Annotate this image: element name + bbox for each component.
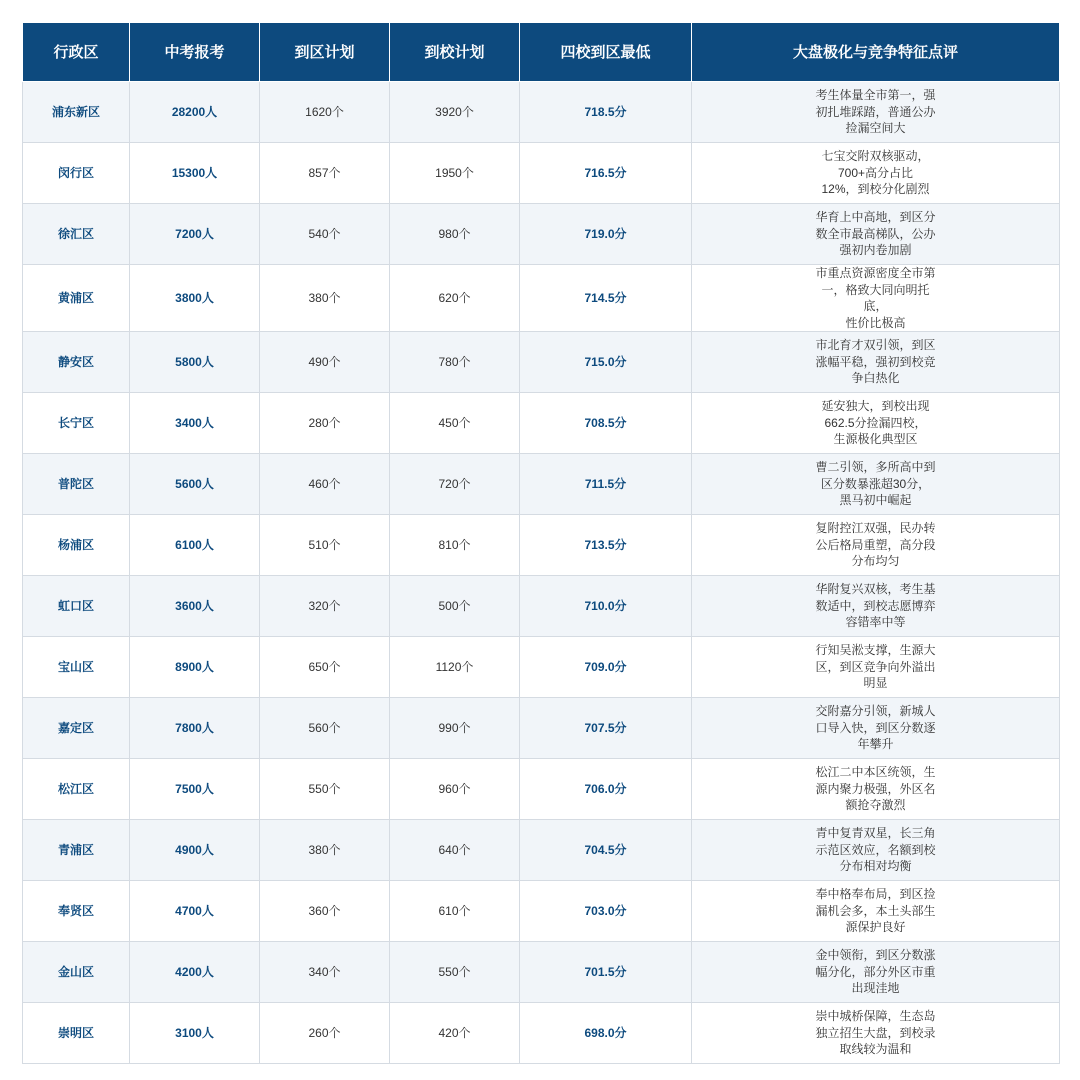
- comment-text: [813, 209, 939, 259]
- header-district: 行政区: [23, 23, 130, 82]
- table-row: [23, 265, 1060, 332]
- min-score-cell: 706.0分: [520, 759, 692, 820]
- comment-line: 取线较为温和: [839, 1042, 912, 1057]
- district-cell: 普陀区: [23, 454, 130, 515]
- comment-line: 华育上中高地，到区分: [815, 210, 936, 225]
- district-cell: 静安区: [23, 332, 130, 393]
- district-plan-cell: 857个: [260, 143, 390, 204]
- min-score-cell: 714.5分: [520, 265, 692, 332]
- header-district-plan: 到区计划: [260, 23, 390, 82]
- school-plan-cell: 1120个: [390, 637, 520, 698]
- comment-text: [813, 459, 939, 509]
- applicants-cell: 7200人: [130, 204, 260, 265]
- comment-line: 涨幅平稳，强初到校竞: [815, 354, 936, 369]
- applicants-cell: 6100人: [130, 515, 260, 576]
- comment-line: 公后格局重塑，高分段: [815, 537, 936, 552]
- comment-line: 662.5分捡漏四校，: [824, 415, 927, 430]
- district-plan-cell: 550个: [260, 759, 390, 820]
- district-cell: 松江区: [23, 759, 130, 820]
- school-plan-cell: 620个: [390, 265, 520, 332]
- comment-line: 强初内卷加剧: [839, 243, 912, 258]
- school-plan-cell: 420个: [390, 1003, 520, 1064]
- table-body: [23, 82, 1060, 1064]
- table-row: [23, 698, 1060, 759]
- header-comment: 大盘极化与竞争特征点评: [692, 23, 1060, 82]
- applicants-cell: 5800人: [130, 332, 260, 393]
- comment-cell: [692, 143, 1060, 204]
- district-cell: 虹口区: [23, 576, 130, 637]
- comment-cell: [692, 1003, 1060, 1064]
- comment-line: 明显: [863, 676, 888, 691]
- applicants-cell: 15300人: [130, 143, 260, 204]
- comment-cell: [692, 265, 1060, 332]
- comment-line: 分布均匀: [851, 554, 900, 569]
- table-row: [23, 942, 1060, 1003]
- applicants-cell: 7800人: [130, 698, 260, 759]
- comment-line: 生源极化典型区: [833, 432, 918, 447]
- table-row: [23, 1003, 1060, 1064]
- school-plan-cell: 1950个: [390, 143, 520, 204]
- comment-line: 性价比极高: [845, 315, 906, 330]
- applicants-cell: 4900人: [130, 820, 260, 881]
- district-cell: 黄浦区: [23, 265, 130, 332]
- district-cell: 闵行区: [23, 143, 130, 204]
- comment-line: 额抢夺激烈: [845, 798, 906, 813]
- district-cell: 崇明区: [23, 1003, 130, 1064]
- school-plan-cell: 500个: [390, 576, 520, 637]
- comment-line: 口导入快，到区分数逐: [815, 720, 936, 735]
- comment-line: 奉中格奉布局，到区捡: [815, 887, 936, 902]
- table-row: [23, 820, 1060, 881]
- min-score-cell: 713.5分: [520, 515, 692, 576]
- table-row: [23, 393, 1060, 454]
- district-cell: 长宁区: [23, 393, 130, 454]
- school-plan-cell: 640个: [390, 820, 520, 881]
- comment-text: [813, 398, 939, 448]
- school-plan-cell: 980个: [390, 204, 520, 265]
- comment-text: [813, 87, 939, 137]
- applicants-cell: 3400人: [130, 393, 260, 454]
- comment-text: [813, 581, 939, 631]
- comment-line: 出现洼地: [851, 981, 900, 996]
- comment-cell: [692, 576, 1060, 637]
- table-row: [23, 881, 1060, 942]
- applicants-cell: 4200人: [130, 942, 260, 1003]
- school-plan-cell: 610个: [390, 881, 520, 942]
- comment-line: 年攀升: [857, 737, 894, 752]
- comment-cell: [692, 82, 1060, 143]
- school-plan-cell: 990个: [390, 698, 520, 759]
- min-score-cell: 715.0分: [520, 332, 692, 393]
- district-cell: 宝山区: [23, 637, 130, 698]
- min-score-cell: 711.5分: [520, 454, 692, 515]
- comment-line: 七宝交附双核驱动，: [821, 149, 930, 164]
- comment-line: 松江二中本区统领，生: [815, 765, 936, 780]
- district-cell: 嘉定区: [23, 698, 130, 759]
- comment-line: 区分数暴涨超30分，: [820, 476, 931, 491]
- comment-line: 数适中，到校志愿博弈: [815, 598, 936, 613]
- district-plan-cell: 380个: [260, 265, 390, 332]
- table-row: [23, 759, 1060, 820]
- comment-line: 捡漏空间大: [845, 121, 906, 136]
- comment-cell: [692, 698, 1060, 759]
- comment-line: 行知吴淞支撑，生源大: [815, 643, 936, 658]
- comment-line: 12%，到校分化剧烈: [821, 182, 930, 197]
- comment-line: 一，格致大同向明托底，: [821, 282, 930, 313]
- min-score-cell: 704.5分: [520, 820, 692, 881]
- district-plan-cell: 280个: [260, 393, 390, 454]
- table-row: [23, 454, 1060, 515]
- table-header: [23, 23, 1060, 82]
- district-table-container: [22, 22, 1059, 1064]
- comment-text: [813, 520, 939, 570]
- applicants-cell: 3800人: [130, 265, 260, 332]
- district-cell: 青浦区: [23, 820, 130, 881]
- district-plan-cell: 380个: [260, 820, 390, 881]
- table-row: [23, 204, 1060, 265]
- district-plan-cell: 510个: [260, 515, 390, 576]
- district-plan-cell: 540个: [260, 204, 390, 265]
- table-row: [23, 332, 1060, 393]
- comment-line: 华附复兴双核，考生基: [815, 582, 936, 597]
- min-score-cell: 708.5分: [520, 393, 692, 454]
- school-plan-cell: 450个: [390, 393, 520, 454]
- comment-text: [813, 337, 939, 387]
- applicants-cell: 3600人: [130, 576, 260, 637]
- district-plan-cell: 1620个: [260, 82, 390, 143]
- comment-text: [813, 1008, 939, 1058]
- comment-line: 复附控江双强，民办转: [815, 521, 936, 536]
- comment-line: 数全市最高梯队，公办: [815, 226, 936, 241]
- comment-line: 延安独大，到校出现: [821, 399, 930, 414]
- min-score-cell: 719.0分: [520, 204, 692, 265]
- district-plan-cell: 560个: [260, 698, 390, 759]
- comment-line: 金中领衔，到区分数涨: [815, 948, 936, 963]
- comment-cell: [692, 637, 1060, 698]
- school-plan-cell: 810个: [390, 515, 520, 576]
- comment-text: [813, 148, 939, 198]
- header-min-score: 四校到区最低: [520, 23, 692, 82]
- comment-line: 幅分化，部分外区市重: [815, 964, 936, 979]
- table-row: [23, 515, 1060, 576]
- comment-line: 独立招生大盘，到校录: [815, 1025, 936, 1040]
- school-plan-cell: 550个: [390, 942, 520, 1003]
- comment-line: 青中复青双星，长三角: [815, 826, 936, 841]
- comment-text: [813, 265, 939, 331]
- district-plan-cell: 650个: [260, 637, 390, 698]
- applicants-cell: 7500人: [130, 759, 260, 820]
- school-plan-cell: 3920个: [390, 82, 520, 143]
- comment-line: 漏机会多，本土头部生: [815, 903, 936, 918]
- comment-cell: [692, 454, 1060, 515]
- applicants-cell: 4700人: [130, 881, 260, 942]
- header-applicants: 中考报考: [130, 23, 260, 82]
- table-row: [23, 82, 1060, 143]
- comment-line: 分布相对均衡: [839, 859, 912, 874]
- comment-cell: [692, 393, 1060, 454]
- min-score-cell: 707.5分: [520, 698, 692, 759]
- applicants-cell: 5600人: [130, 454, 260, 515]
- table-row: [23, 576, 1060, 637]
- applicants-cell: 8900人: [130, 637, 260, 698]
- min-score-cell: 703.0分: [520, 881, 692, 942]
- comment-line: 容错率中等: [845, 615, 906, 630]
- district-plan-cell: 320个: [260, 576, 390, 637]
- comment-line: 争白热化: [851, 371, 900, 386]
- min-score-cell: 718.5分: [520, 82, 692, 143]
- comment-line: 区，到区竞争向外溢出: [815, 659, 936, 674]
- district-plan-cell: 490个: [260, 332, 390, 393]
- comment-text: [813, 642, 939, 692]
- comment-cell: [692, 515, 1060, 576]
- comment-cell: [692, 332, 1060, 393]
- comment-line: 考生体量全市第一，强: [815, 88, 936, 103]
- school-plan-cell: 780个: [390, 332, 520, 393]
- district-cell: 杨浦区: [23, 515, 130, 576]
- min-score-cell: 716.5分: [520, 143, 692, 204]
- school-plan-cell: 960个: [390, 759, 520, 820]
- min-score-cell: 709.0分: [520, 637, 692, 698]
- comment-text: [813, 947, 939, 997]
- comment-text: [813, 825, 939, 875]
- district-cell: 徐汇区: [23, 204, 130, 265]
- comment-text: [813, 764, 939, 814]
- comment-text: [813, 886, 939, 936]
- comment-line: 崇中城桥保障，生态岛: [815, 1009, 936, 1024]
- comment-cell: [692, 759, 1060, 820]
- district-plan-cell: 260个: [260, 1003, 390, 1064]
- min-score-cell: 698.0分: [520, 1003, 692, 1064]
- applicants-cell: 3100人: [130, 1003, 260, 1064]
- comment-cell: [692, 942, 1060, 1003]
- comment-cell: [692, 204, 1060, 265]
- min-score-cell: 710.0分: [520, 576, 692, 637]
- comment-text: [813, 703, 939, 753]
- comment-line: 黑马初中崛起: [839, 493, 912, 508]
- comment-line: 交附嘉分引领，新城人: [815, 704, 936, 719]
- comment-line: 源内聚力极强，外区名: [815, 781, 936, 796]
- comment-line: 初扎堆踩踏，普通公办: [815, 104, 936, 119]
- district-plan-cell: 340个: [260, 942, 390, 1003]
- applicants-cell: 28200人: [130, 82, 260, 143]
- district-cell: 浦东新区: [23, 82, 130, 143]
- district-comparison-table: [22, 22, 1060, 1064]
- table-row: [23, 143, 1060, 204]
- header-school-plan: 到校计划: [390, 23, 520, 82]
- table-row: [23, 637, 1060, 698]
- comment-line: 示范区效应，名额到校: [815, 842, 936, 857]
- district-cell: 奉贤区: [23, 881, 130, 942]
- district-plan-cell: 460个: [260, 454, 390, 515]
- comment-line: 市北育才双引领，到区: [815, 338, 936, 353]
- school-plan-cell: 720个: [390, 454, 520, 515]
- comment-line: 源保护良好: [845, 920, 906, 935]
- comment-line: 曹二引领，多所高中到: [815, 460, 936, 475]
- comment-line: 700+高分占比: [837, 165, 914, 180]
- min-score-cell: 701.5分: [520, 942, 692, 1003]
- header-row: [23, 23, 1060, 82]
- district-plan-cell: 360个: [260, 881, 390, 942]
- district-cell: 金山区: [23, 942, 130, 1003]
- comment-line: 市重点资源密度全市第: [815, 266, 936, 280]
- comment-cell: [692, 881, 1060, 942]
- comment-cell: [692, 820, 1060, 881]
